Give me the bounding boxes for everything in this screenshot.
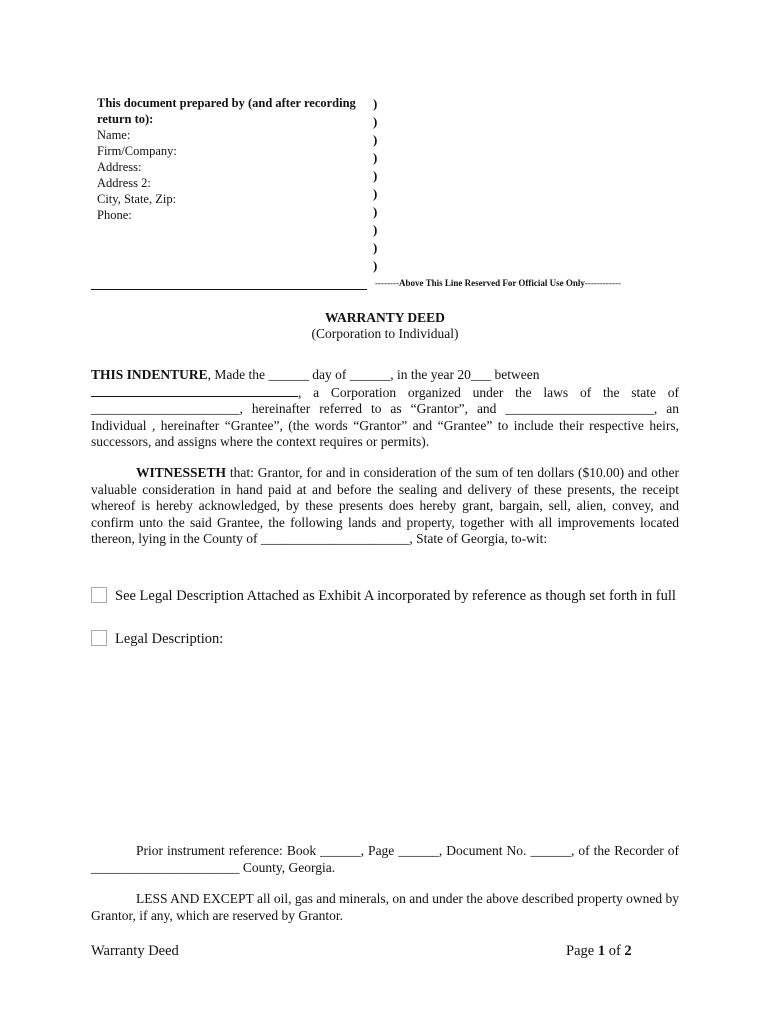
paren: )	[373, 168, 378, 183]
paren: )	[373, 132, 378, 147]
exhibit-a-label: See Legal Description Attached as Exhibit A incorporated by reference as though set forth in full	[115, 588, 676, 604]
paren: )	[373, 222, 378, 237]
indenture-paragraph	[91, 367, 679, 451]
prior-instrument-paragraph	[91, 843, 679, 876]
indenture-text-2: , a Corporation organized under the laws of the state of ______________________, hereinafter referred to as “Grantor”, and ______________________, an Individual , hereinafter “Grantee”, (the words “Grantor” and “Grantee” to include their respective heirs, successors, and assigns where the context requires or permits).	[91, 384, 679, 450]
name-label: Name:	[97, 128, 131, 142]
document-title: WARRANTY DEED	[325, 310, 445, 325]
page-total: 2	[624, 943, 632, 959]
city-state-zip-label: City, State, Zip:	[97, 192, 177, 206]
page-of-label: of	[605, 943, 625, 959]
footer-title: Warranty Deed	[91, 943, 179, 959]
legal-description-label: Legal Description:	[115, 631, 224, 647]
legal-description-option	[91, 630, 681, 648]
exhibit-a-option	[91, 587, 681, 605]
signature-line	[91, 289, 367, 290]
witnesseth-lead: WITNESSETH	[136, 465, 227, 480]
reserved-lead-dashes: --------	[375, 278, 399, 288]
paren: )	[373, 114, 378, 129]
document-subtitle: (Corporation to Individual)	[311, 326, 459, 341]
phone-label: Phone:	[97, 208, 132, 222]
reserved-trail-dashes: ------------	[584, 278, 621, 288]
paren: )	[373, 204, 378, 219]
indenture-text-1: , Made the ______ day of ______, in the year 20___ between	[207, 367, 540, 382]
prior-instrument-text: Prior instrument reference: Book ______, Page ______, Document No. ______, of the Recorder of ______________________ County, Georgia.	[91, 843, 679, 875]
exhibit-a-checkbox[interactable]	[91, 587, 107, 603]
page-label: Page	[566, 943, 598, 959]
paren: )	[373, 258, 378, 273]
official-use-line	[375, 278, 621, 288]
address-label: Address:	[97, 160, 142, 174]
address2-label: Address 2:	[97, 176, 151, 190]
corporation-blank-line[interactable]	[91, 384, 298, 397]
witnesseth-paragraph	[91, 465, 679, 548]
indenture-lead: THIS INDENTURE	[91, 367, 208, 382]
paren-column	[373, 95, 387, 275]
paren: )	[373, 96, 378, 111]
page-current: 1	[597, 943, 606, 959]
page-number	[566, 943, 632, 960]
firm-label: Firm/Company:	[97, 144, 177, 158]
paren: )	[373, 240, 378, 255]
paren: )	[373, 186, 378, 201]
less-except-paragraph	[91, 891, 679, 924]
paren: )	[373, 150, 378, 165]
prepared-by-heading: This document prepared by (and after recording return to):	[97, 96, 356, 126]
witnesseth-text: that: Grantor, for and in consideration of the sum of ten dollars ($10.00) and other valuable consideration in hand paid at and before the sealing and delivery of these presents, the receipt whereof is hereby acknowledged, by these presents does hereby grant, bargain, sell, alien, convey, and confirm unto the said Grantee, the following lands and property, together with all improvements located thereon, lying in the County of ______________________, State of Georgia, to-wit:	[91, 465, 679, 547]
prepared-by-block	[97, 95, 377, 223]
less-except-text: LESS AND EXCEPT all oil, gas and minerals, on and under the above described property owned by Grantor, if any, which are reserved by Grantor.	[91, 891, 679, 923]
reserved-text: Above This Line Reserved For Official Use Only	[398, 278, 585, 288]
legal-description-checkbox[interactable]	[91, 630, 107, 646]
